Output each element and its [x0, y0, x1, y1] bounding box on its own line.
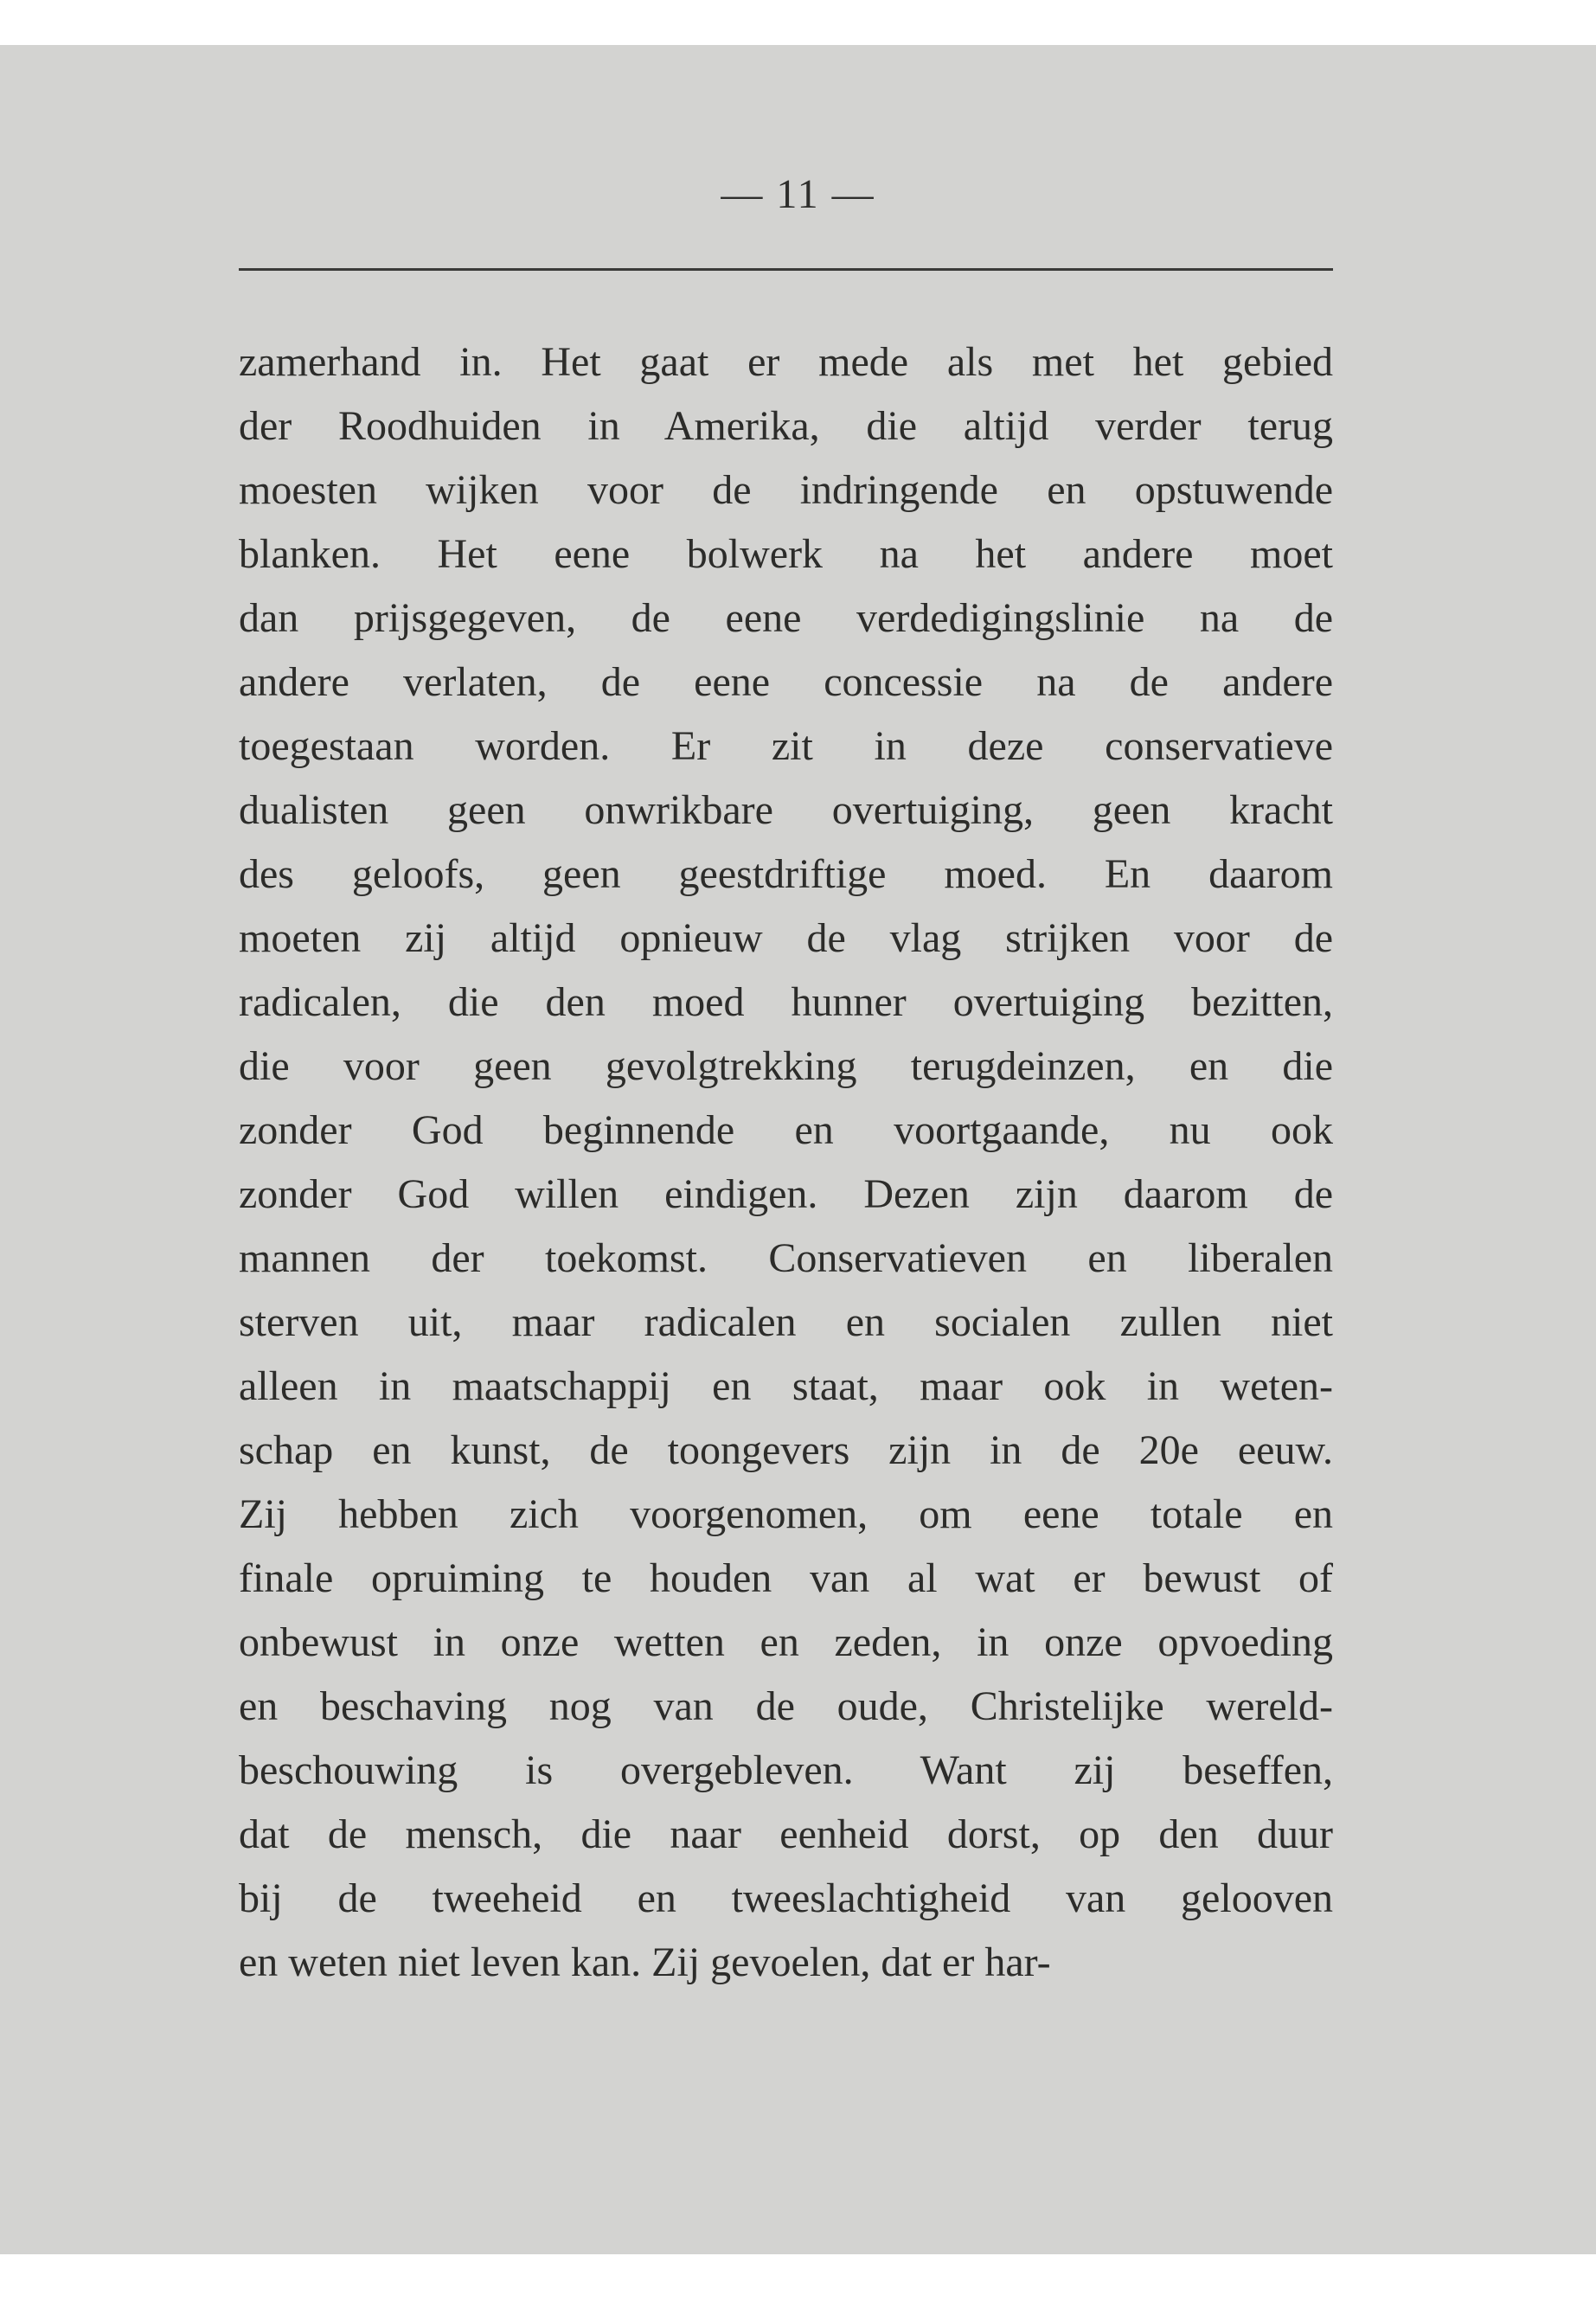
- text-line: dualisten geen onwrikbare overtuiging, geen kracht: [239, 787, 1333, 833]
- page-number: — 11 —: [721, 171, 875, 217]
- text-line: alleen in maatschappij en staat, maar ook in weten-: [239, 1363, 1333, 1409]
- text-line: bij de tweeheid en tweeslachtigheid van gelooven: [239, 1875, 1333, 1921]
- text-line: onbewust in onze wetten en zeden, in onze opvoeding: [239, 1619, 1333, 1665]
- text-line: der Roodhuiden in Amerika, die altijd verder terug: [239, 403, 1333, 449]
- body-text: [239, 330, 1333, 1995]
- text-line: sterven uit, maar radicalen en socialen zullen niet: [239, 1299, 1333, 1345]
- text-line: die voor geen gevolgtrekking terugdeinzen, en die: [239, 1043, 1333, 1089]
- text-line: radicalen, die den moed hunner overtuiging bezitten,: [239, 979, 1333, 1025]
- text-line: mannen der toekomst. Conservatieven en liberalen: [239, 1235, 1333, 1281]
- text-line: moeten zij altijd opnieuw de vlag strijken voor de: [239, 915, 1333, 961]
- text-line: moesten wijken voor de indringende en opstuwende: [239, 467, 1333, 513]
- text-line: andere verlaten, de eene concessie na de andere: [239, 659, 1333, 705]
- text-line: toegestaan worden. Er zit in deze conservatieve: [239, 723, 1333, 769]
- text-line: en weten niet leven kan. Zij gevoelen, dat er har-: [239, 1939, 1051, 1985]
- text-line: dan prijsgegeven, de eene verdedigingslinie na de: [239, 595, 1333, 641]
- text-line: dat de mensch, die naar eenheid dorst, op den duur: [239, 1811, 1333, 1857]
- text-line: blanken. Het eene bolwerk na het andere moet: [239, 531, 1333, 577]
- text-line: en beschaving nog van de oude, Christelijke wereld-: [239, 1683, 1333, 1729]
- text-line: zonder God willen eindigen. Dezen zijn daarom de: [239, 1171, 1333, 1217]
- text-line: zamerhand in. Het gaat er mede als met het gebied: [239, 339, 1333, 385]
- scanned-page: [0, 45, 1596, 2254]
- text-line: zonder God beginnende en voortgaande, nu ook: [239, 1107, 1333, 1153]
- text-line: Zij hebben zich voorgenomen, om eene totale en: [239, 1491, 1333, 1537]
- text-line: finale opruiming te houden van al wat er bewust of: [239, 1555, 1333, 1601]
- text-line: schap en kunst, de toongevers zijn in de 20e eeuw.: [239, 1427, 1333, 1473]
- text-line: beschouwing is overgebleven. Want zij beseffen,: [239, 1747, 1333, 1793]
- header-rule: [239, 268, 1333, 271]
- text-line: des geloofs, geen geestdriftige moed. En daarom: [239, 851, 1333, 897]
